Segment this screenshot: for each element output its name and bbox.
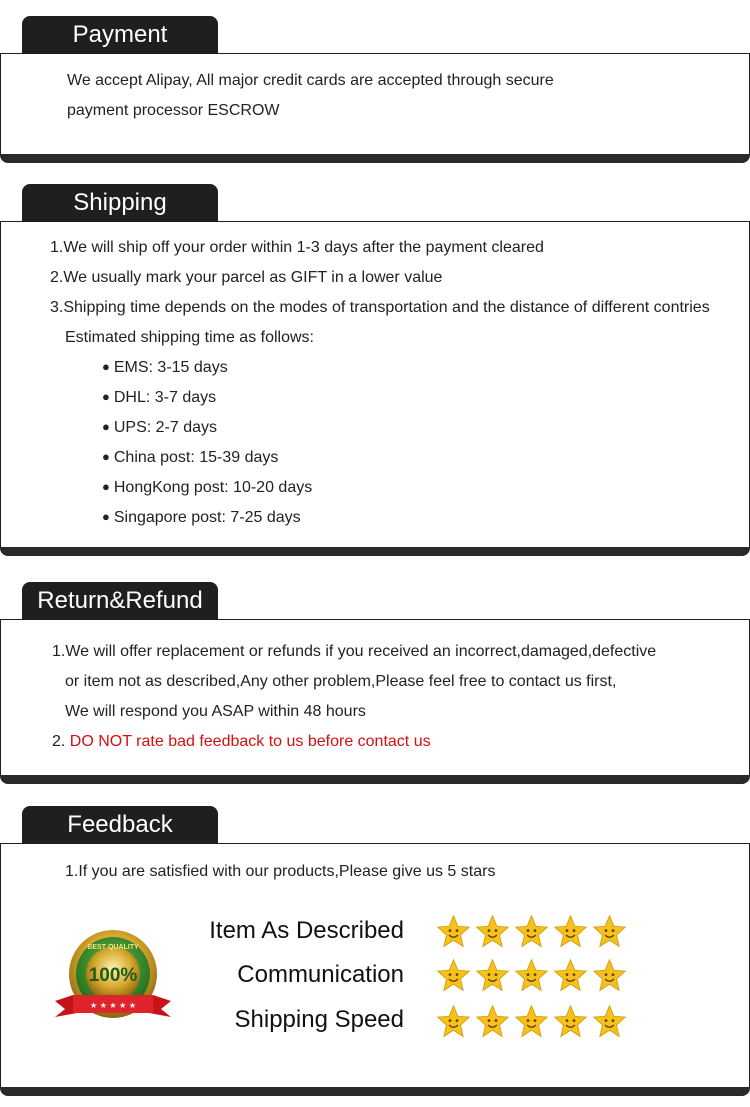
- feedback-box: [0, 843, 750, 1088]
- feedback-tab: Feedback: [22, 806, 218, 843]
- shipping-line-3: 3.Shipping time depends on the modes of transportation and the distance of different contries: [50, 299, 710, 316]
- refund-line-3: We will respond you ASAP within 48 hours: [65, 703, 366, 720]
- payment-base-bar: [0, 154, 750, 163]
- payment-line-2: payment processor ESCROW: [67, 102, 280, 119]
- rating-stars-communication: [436, 958, 627, 993]
- feedback-base-bar: [0, 1087, 750, 1096]
- rating-stars-shipping-speed: [436, 1004, 627, 1039]
- shipping-method-china-post: ● China post: 15-39 days: [102, 449, 278, 467]
- feedback-section: [0, 806, 750, 1107]
- star-icon: [592, 958, 627, 993]
- star-icon: [553, 914, 588, 949]
- shipping-method-ups: ● UPS: 2-7 days: [102, 419, 217, 437]
- payment-section: [0, 16, 750, 163]
- star-icon: [475, 1004, 510, 1039]
- star-icon: [436, 958, 471, 993]
- refund-warning: [52, 733, 431, 751]
- star-icon: [514, 1004, 549, 1039]
- star-icon: [475, 914, 510, 949]
- badge-ring-text: BEST QUALITY: [87, 944, 139, 951]
- star-icon: [475, 958, 510, 993]
- payment-box: [0, 53, 750, 155]
- rating-label-communication: Communication: [237, 961, 404, 988]
- star-icon: [436, 1004, 471, 1039]
- shipping-method-ems: ● EMS: 3-15 days: [102, 359, 228, 377]
- refund-warning-text: DO NOT rate bad feedback to us before contact us: [69, 733, 431, 750]
- rating-stars-item-described: [436, 914, 627, 949]
- refund-base-bar: [0, 775, 750, 784]
- star-icon: [436, 914, 471, 949]
- star-icon: [592, 1004, 627, 1039]
- star-icon: [553, 958, 588, 993]
- shipping-line-2: 2.We usually mark your parcel as GIFT in a lower value: [50, 269, 443, 286]
- refund-warning-number: 2.: [52, 733, 66, 750]
- shipping-box: [0, 221, 750, 548]
- rating-label-item-described: Item As Described: [209, 917, 404, 944]
- feedback-intro: 1.If you are satisfied with our products,Please give us 5 stars: [65, 863, 496, 880]
- shipping-tab: Shipping: [22, 184, 218, 221]
- payment-tab: Payment: [22, 16, 218, 53]
- badge-ribbon-stars: ★ ★ ★ ★ ★: [89, 1001, 137, 1010]
- shipping-method-hongkong-post: ● HongKong post: 10-20 days: [102, 479, 312, 497]
- shipping-method-singapore-post: ● Singapore post: 7-25 days: [102, 509, 301, 527]
- star-icon: [514, 958, 549, 993]
- badge-percent-text: 100%: [88, 965, 138, 986]
- shipping-estimate-label: Estimated shipping time as follows:: [65, 329, 314, 346]
- shipping-method-dhl: ● DHL: 3-7 days: [102, 389, 216, 407]
- rating-label-shipping-speed: Shipping Speed: [234, 1006, 404, 1033]
- refund-line-1: 1.We will offer replacement or refunds if you received an incorrect,damaged,defective: [52, 643, 657, 660]
- refund-section: [0, 582, 750, 785]
- shipping-section: [0, 184, 750, 557]
- star-icon: [514, 914, 549, 949]
- shipping-base-bar: [0, 547, 750, 556]
- star-icon: [553, 1004, 588, 1039]
- payment-line-1: We accept Alipay, All major credit cards are accepted through secure: [67, 72, 554, 89]
- refund-box: [0, 619, 750, 776]
- shipping-line-1: 1.We will ship off your order within 1-3 days after the payment cleared: [50, 239, 544, 256]
- star-icon: [592, 914, 627, 949]
- refund-tab: Return&Refund: [22, 582, 218, 619]
- refund-line-2: or item not as described,Any other problem,Please feel free to contact us first,: [65, 673, 617, 690]
